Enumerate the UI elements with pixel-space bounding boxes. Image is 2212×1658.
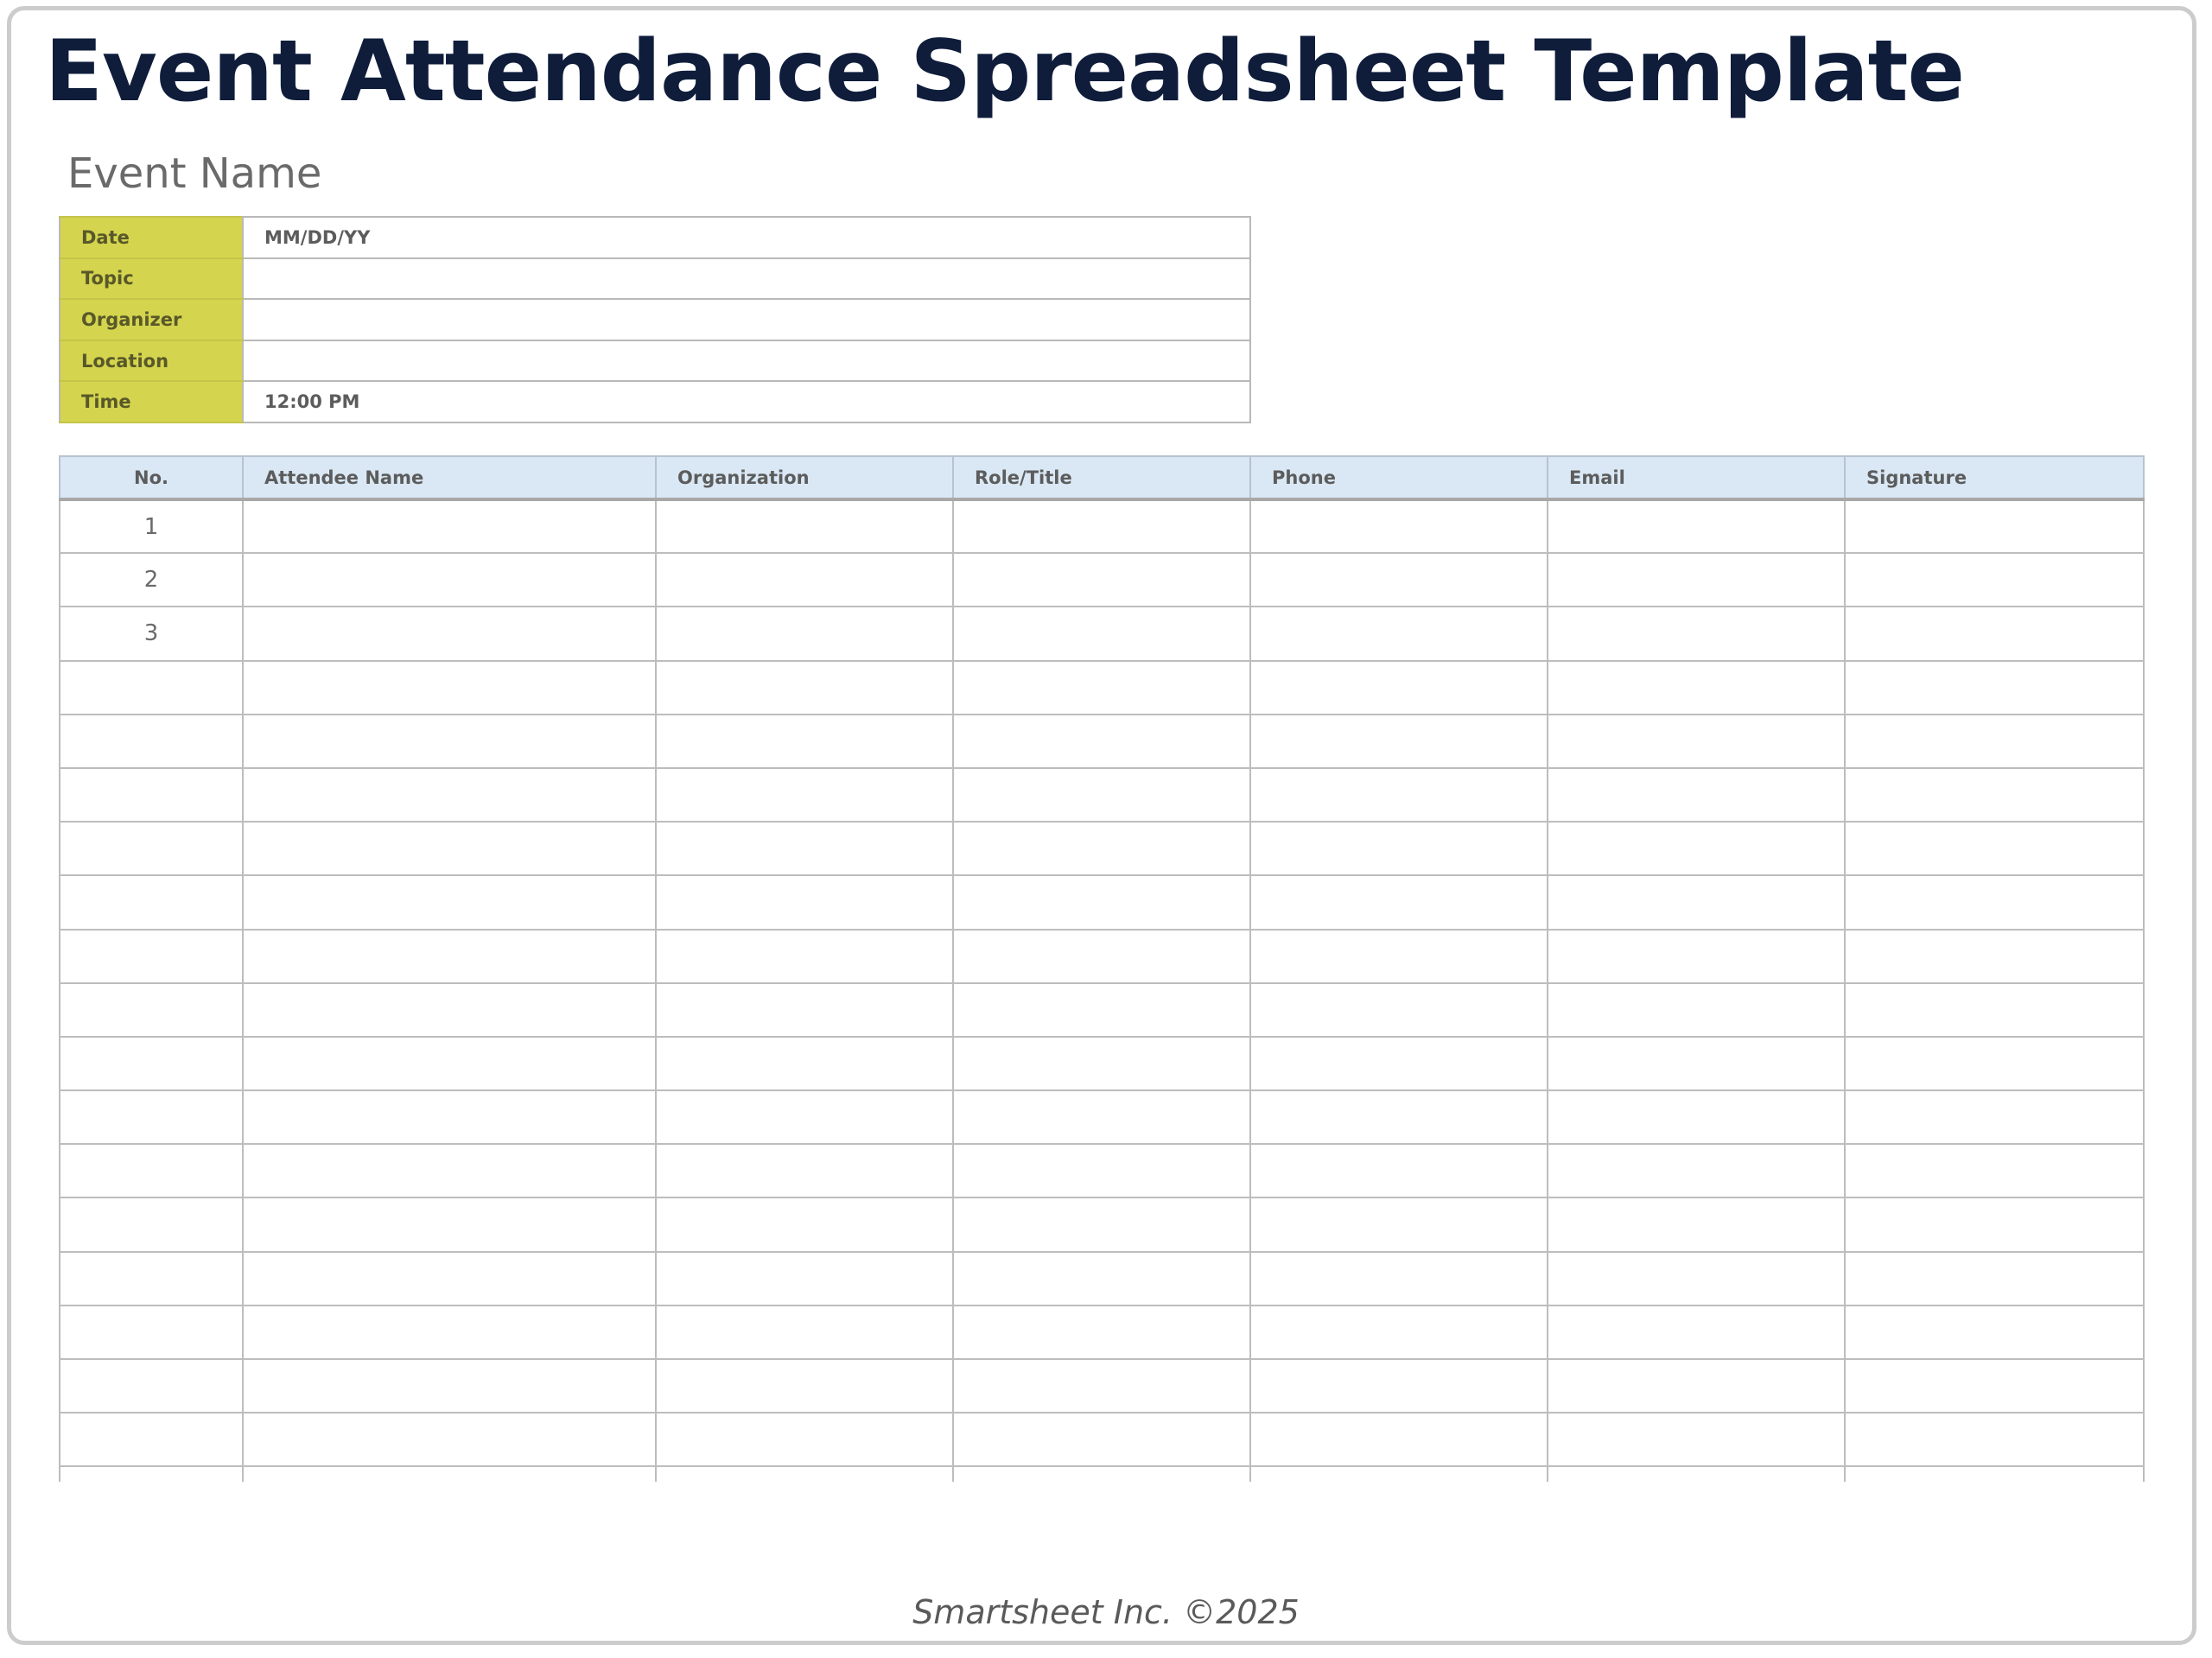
email-cell[interactable] <box>1548 715 1845 768</box>
signature-cell[interactable] <box>1845 1037 2144 1090</box>
phone-cell[interactable] <box>1250 1144 1548 1197</box>
signature-cell[interactable] <box>1845 1305 2144 1359</box>
role-title-cell[interactable] <box>953 715 1250 768</box>
role-title-cell[interactable] <box>953 607 1250 660</box>
footer-copyright: Smartsheet Inc. ©2025 <box>912 1593 1300 1631</box>
row-number-cell[interactable] <box>60 715 243 768</box>
role-title-cell[interactable] <box>953 768 1250 822</box>
table-row <box>60 768 2144 822</box>
organization-cell[interactable] <box>656 1037 953 1090</box>
attendee-name-cell[interactable] <box>243 930 656 983</box>
partial-cell <box>1845 1466 2144 1482</box>
email-cell[interactable] <box>1548 1197 1845 1251</box>
event-name-field[interactable]: Event Name <box>67 149 322 198</box>
table-row <box>60 499 2144 553</box>
email-cell[interactable] <box>1548 768 1845 822</box>
row-number-cell[interactable]: 3 <box>60 607 243 660</box>
phone-cell[interactable] <box>1250 822 1548 875</box>
table-row <box>60 1413 2144 1466</box>
phone-cell[interactable] <box>1250 875 1548 929</box>
email-cell[interactable] <box>1548 875 1845 929</box>
role-title-cell[interactable] <box>953 822 1250 875</box>
table-row <box>60 1252 2144 1305</box>
email-cell[interactable] <box>1548 607 1845 660</box>
topic-value-cell[interactable] <box>243 258 1250 300</box>
organization-cell[interactable] <box>656 1413 953 1466</box>
partial-cell <box>953 1466 1250 1482</box>
row-number-cell[interactable] <box>60 1359 243 1413</box>
event-info-table <box>59 216 1251 423</box>
info-row-organizer <box>60 299 1250 340</box>
phone-cell[interactable] <box>1250 1413 1548 1466</box>
table-row <box>60 715 2144 768</box>
header-role-title: Role/Title <box>953 456 1250 499</box>
phone-cell[interactable] <box>1250 1197 1548 1251</box>
signature-cell[interactable] <box>1845 553 2144 607</box>
header-no: No. <box>60 456 243 499</box>
partial-cell <box>60 1466 243 1482</box>
attendee-name-cell[interactable] <box>243 768 656 822</box>
phone-cell[interactable] <box>1250 1359 1548 1413</box>
table-row <box>60 1359 2144 1413</box>
attendee-name-cell[interactable] <box>243 1197 656 1251</box>
role-title-cell[interactable] <box>953 1037 1250 1090</box>
email-cell[interactable] <box>1548 1359 1845 1413</box>
phone-cell[interactable] <box>1250 715 1548 768</box>
row-number-cell[interactable] <box>60 1413 243 1466</box>
phone-cell[interactable] <box>1250 1037 1548 1090</box>
attendee-name-cell[interactable] <box>243 661 656 715</box>
organization-cell[interactable] <box>656 607 953 660</box>
attendance-table <box>59 455 2145 1482</box>
attendee-name-cell[interactable] <box>243 1252 656 1305</box>
signature-cell[interactable] <box>1845 822 2144 875</box>
header-signature: Signature <box>1845 456 2144 499</box>
organization-cell[interactable] <box>656 1305 953 1359</box>
organization-cell[interactable] <box>656 1090 953 1144</box>
row-number-cell[interactable]: 1 <box>60 499 243 553</box>
email-cell[interactable] <box>1548 822 1845 875</box>
email-cell[interactable] <box>1548 1413 1845 1466</box>
header-email: Email <box>1548 456 1845 499</box>
partial-cell <box>243 1466 656 1482</box>
attendee-name-cell[interactable] <box>243 1144 656 1197</box>
time-label: Time <box>60 381 243 422</box>
table-row <box>60 1144 2144 1197</box>
attendee-name-cell[interactable] <box>243 499 656 553</box>
email-cell[interactable] <box>1548 553 1845 607</box>
table-row-partial <box>60 1466 2144 1482</box>
location-value-cell[interactable] <box>243 340 1250 382</box>
header-phone: Phone <box>1250 456 1548 499</box>
table-row <box>60 607 2144 660</box>
phone-cell[interactable] <box>1250 661 1548 715</box>
row-number-cell[interactable] <box>60 1090 243 1144</box>
organization-cell[interactable] <box>656 499 953 553</box>
role-title-cell[interactable] <box>953 930 1250 983</box>
signature-cell[interactable] <box>1845 1252 2144 1305</box>
signature-cell[interactable] <box>1845 499 2144 553</box>
location-label: Location <box>60 340 243 382</box>
row-number-cell[interactable] <box>60 875 243 929</box>
attendance-header-row <box>60 456 2144 499</box>
info-row-date <box>60 217 1250 258</box>
role-title-cell[interactable] <box>953 1144 1250 1197</box>
organizer-value-cell[interactable] <box>243 299 1250 340</box>
attendee-name-cell[interactable] <box>243 822 656 875</box>
organization-cell[interactable] <box>656 822 953 875</box>
role-title-cell[interactable] <box>953 1197 1250 1251</box>
organization-cell[interactable] <box>656 983 953 1037</box>
table-row <box>60 1090 2144 1144</box>
role-title-cell[interactable] <box>953 1305 1250 1359</box>
row-number-cell[interactable] <box>60 1144 243 1197</box>
signature-cell[interactable] <box>1845 607 2144 660</box>
phone-cell[interactable] <box>1250 499 1548 553</box>
organization-cell[interactable] <box>656 715 953 768</box>
attendee-name-cell[interactable] <box>243 983 656 1037</box>
attendee-name-cell[interactable] <box>243 1037 656 1090</box>
table-row <box>60 1037 2144 1090</box>
email-cell[interactable] <box>1548 1252 1845 1305</box>
email-cell[interactable] <box>1548 930 1845 983</box>
email-cell[interactable] <box>1548 1037 1845 1090</box>
table-row <box>60 1305 2144 1359</box>
email-cell[interactable] <box>1548 983 1845 1037</box>
signature-cell[interactable] <box>1845 1359 2144 1413</box>
organization-cell[interactable] <box>656 875 953 929</box>
role-title-cell[interactable] <box>953 661 1250 715</box>
attendee-name-cell[interactable] <box>243 553 656 607</box>
row-number-cell[interactable] <box>60 768 243 822</box>
email-cell[interactable] <box>1548 1090 1845 1144</box>
organization-cell[interactable] <box>656 661 953 715</box>
attendance-body <box>60 499 2144 1482</box>
phone-cell[interactable] <box>1250 1090 1548 1144</box>
organization-cell[interactable] <box>656 553 953 607</box>
role-title-cell[interactable] <box>953 875 1250 929</box>
signature-cell[interactable] <box>1845 1197 2144 1251</box>
table-row <box>60 822 2144 875</box>
organization-cell[interactable] <box>656 1252 953 1305</box>
attendee-name-cell[interactable] <box>243 1305 656 1359</box>
organizer-label: Organizer <box>60 299 243 340</box>
role-title-cell[interactable] <box>953 553 1250 607</box>
role-title-cell[interactable] <box>953 1252 1250 1305</box>
row-number-cell[interactable] <box>60 1197 243 1251</box>
signature-cell[interactable] <box>1845 983 2144 1037</box>
role-title-cell[interactable] <box>953 1090 1250 1144</box>
phone-cell[interactable] <box>1250 1252 1548 1305</box>
phone-cell[interactable] <box>1250 983 1548 1037</box>
email-cell[interactable] <box>1548 1305 1845 1359</box>
phone-cell[interactable] <box>1250 1305 1548 1359</box>
role-title-cell[interactable] <box>953 1359 1250 1413</box>
attendee-name-cell[interactable] <box>243 1413 656 1466</box>
email-cell[interactable] <box>1548 661 1845 715</box>
time-value-cell[interactable]: 12:00 PM <box>243 381 1250 422</box>
info-row-location <box>60 340 1250 382</box>
partial-cell <box>1548 1466 1845 1482</box>
signature-cell[interactable] <box>1845 875 2144 929</box>
date-label: Date <box>60 217 243 258</box>
date-value-cell[interactable]: MM/DD/YY <box>243 217 1250 258</box>
row-number-cell[interactable] <box>60 930 243 983</box>
partial-cell <box>1250 1466 1548 1482</box>
row-number-cell[interactable] <box>60 1037 243 1090</box>
table-row <box>60 661 2144 715</box>
row-number-cell[interactable]: 2 <box>60 553 243 607</box>
row-number-cell[interactable] <box>60 822 243 875</box>
attendee-name-cell[interactable] <box>243 607 656 660</box>
role-title-cell[interactable] <box>953 1413 1250 1466</box>
table-row <box>60 1197 2144 1251</box>
role-title-cell[interactable] <box>953 983 1250 1037</box>
organization-cell[interactable] <box>656 1359 953 1413</box>
signature-cell[interactable] <box>1845 1413 2144 1466</box>
signature-cell[interactable] <box>1845 1144 2144 1197</box>
table-row <box>60 553 2144 607</box>
signature-cell[interactable] <box>1845 661 2144 715</box>
attendee-name-cell[interactable] <box>243 875 656 929</box>
phone-cell[interactable] <box>1250 607 1548 660</box>
signature-cell[interactable] <box>1845 715 2144 768</box>
phone-cell[interactable] <box>1250 768 1548 822</box>
page-title: Event Attendance Spreadsheet Template <box>45 22 1964 121</box>
row-number-cell[interactable] <box>60 1252 243 1305</box>
row-number-cell[interactable] <box>60 661 243 715</box>
role-title-cell[interactable] <box>953 499 1250 553</box>
email-cell[interactable] <box>1548 499 1845 553</box>
table-row <box>60 930 2144 983</box>
signature-cell[interactable] <box>1845 1090 2144 1144</box>
signature-cell[interactable] <box>1845 768 2144 822</box>
info-row-time <box>60 381 1250 422</box>
attendee-name-cell[interactable] <box>243 1359 656 1413</box>
header-attendee-name: Attendee Name <box>243 456 656 499</box>
header-organization: Organization <box>656 456 953 499</box>
organization-cell[interactable] <box>656 768 953 822</box>
table-row <box>60 983 2144 1037</box>
info-row-topic <box>60 258 1250 300</box>
organization-cell[interactable] <box>656 1197 953 1251</box>
organization-cell[interactable] <box>656 1144 953 1197</box>
phone-cell[interactable] <box>1250 930 1548 983</box>
partial-cell <box>656 1466 953 1482</box>
table-row <box>60 875 2144 929</box>
attendee-name-cell[interactable] <box>243 1090 656 1144</box>
row-number-cell[interactable] <box>60 983 243 1037</box>
row-number-cell[interactable] <box>60 1305 243 1359</box>
organization-cell[interactable] <box>656 930 953 983</box>
attendee-name-cell[interactable] <box>243 715 656 768</box>
phone-cell[interactable] <box>1250 553 1548 607</box>
email-cell[interactable] <box>1548 1144 1845 1197</box>
topic-label: Topic <box>60 258 243 300</box>
signature-cell[interactable] <box>1845 930 2144 983</box>
